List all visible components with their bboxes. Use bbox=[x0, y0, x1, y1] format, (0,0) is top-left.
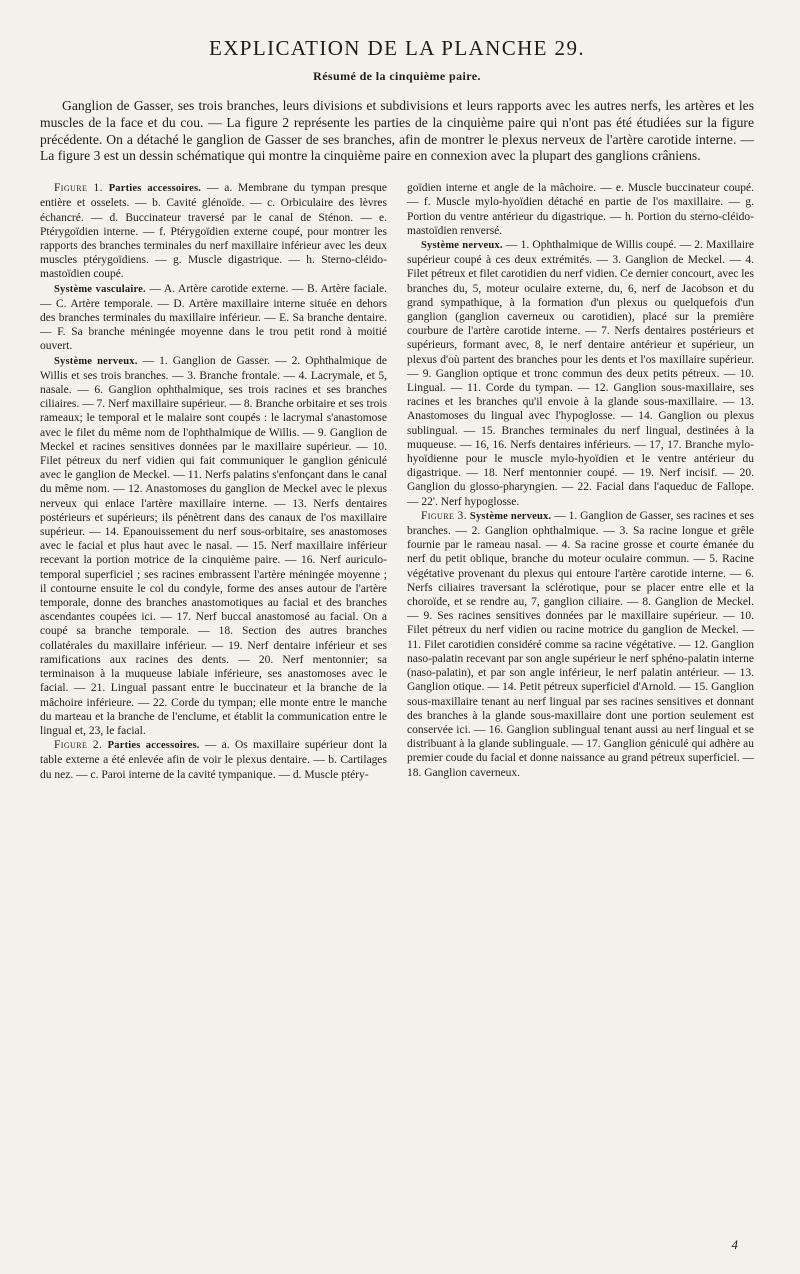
section-text: — a. Membrane du tympan presque entière et osselets. — b. Cavité glénoïde. — c. Orbiculaire des lèvres échancré. — d. Buccinateur traversé par le canal de Sténon. — e. Ptérygoïdien interne. — f. Ptérygoïdien externe coupé, pour montrer les rapports des branches terminales du nerf maxillaire inférieur avec les deux muscles ptérygoïdiens. — g. Muscle digastrique. — h. Sterno-cléido-mastoïdien coupé. bbox=[40, 182, 388, 281]
section-heading: Système vasculaire. bbox=[54, 283, 146, 295]
figure-2-accessory-parts-continued: goïdien interne et angle de la mâchoire. — e. Muscle buccinateur coupé. — f. Muscle mylo-hyoïdien détaché en partie de l'os maxillaire. — g. Portion du ventre antérieur du digastrique. — h. Portion du sterno-cléido-mastoïdien renversé. bbox=[407, 182, 754, 237]
intro-paragraph: Ganglion de Gasser, ses trois branches, leurs divisions et subdivisions et leurs rapports avec les autres nerfs, les artères et les muscles de la face et du cou. — La figure 2 représente les parties de la cinquième paire qui n'ont pas été étudiées sur la figure précédente. On a détaché le ganglion de Gasser de ses branches, afin de montrer le plexus nerveux de l'artère carotide interne. — La figure 3 est un dessin schématique qui montre la cinquième paire en connexion avec la plupart des ganglions crâniens. bbox=[40, 98, 754, 164]
figure-label: Figure 2. bbox=[54, 739, 103, 752]
section-text: — 1. Ophthalmique de Willis coupé. — 2. Maxillaire supérieur coupé à ces deux extrémités. — 3. Ganglion de Meckel. — 4. Filet pétreux et filet carotidien du nerf vidien. Ce dernier concourt, avec les branches du, 5, moteur oculaire externe, du, 6, nerf de Jacobson et du grand sympathique, à la formation d'un plexus ou quelquefois d'un ganglion (ganglion caverneux ou carotidien), placé sur la première courbure de l'artère carotide interne. — 7. Nerfs dentaires postérieurs et supérieurs, formant avec, 8, le nerf dentaire antérieur et supérieur, un plexus d'où partent des branches pour les dents et l'os maxillaire supérieur. — 9. Ganglion optique et tronc commun des deux petits pétreux. — 10. Lingual. — 11. Corde du tympan. — 12. Ganglion sous-maxillaire, ses racines et les branches qu'il envoie à la glande sous-maxillaire. — 13. Anastomoses du lingual avec l'hypoglosse. — 14. Ganglion ou plexus sublingual. — 15. Branches terminales du nerf lingual, destinées à la muqueuse. — 16, 16. Nerfs dentaires inférieurs. — 17, 17. Branche mylo-hyoïdienne pour le muscle mylo-hyoïdien et le ventre antérieur du digastrique. — 18. Nerf mentonnier coupé. — 19. Nerf incisif. — 20. Ganglion du glosso-pharyngien. — 22. Facial dans l'aqueduc de Fallope. — 22'. Nerf hypoglosse. bbox=[407, 239, 754, 508]
two-column-body bbox=[40, 181, 754, 782]
section-text: — 1. Ganglion de Gasser. — 2. Ophthalmique de Willis et ses trois branches. — 3. Branche frontale. — 4. Lacrymale, et 5, nasale. — 6. Ganglion ophthalmique, ses trois racines et ses branches ciliaires. — 7. Nerf maxillaire supérieur. — 8. Branche orbitaire et ses trois rameaux; le temporal et le malaire sont coupés : le lacrymal s'anastomose avec le filet du même nom de l'ophthalmique de Willis. — 9. Ganglion de Meckel et racines sensitives données par le maxillaire supérieur. — 10. Filet pétreux du nerf vidien qui fait communiquer le ganglion géniculé avec le ganglion de Meckel. — 11. Nerfs palatins s'enfonçant dans le canal du même nom. — 12. Anastomoses du ganglion de Meckel avec le plexus nerveux qui enlace l'artère maxillaire interne. — 13. Nerfs dentaires postérieurs et supérieurs; ils pénètrent dans des canaux de l'os maxillaire supérieur. — 14. Epanouissement du nerf sous-orbitaire, ses anastomoses avec le facial et plus haut avec le nasal. — 15. Nerf maxillaire inférieur recevant la portion motrice de la cinquième paire. — 16. Nerf auriculo-temporal superficiel ; ses racines embrassent l'artère méningée moyenne ; il contourne ensuite le col du condyle, forme des anses autour de l'artère temporale, donne des branches anastomotiques au facial et des branches ascendantes coupées ici. — 17. Nerf buccal anastomosé au facial. On a coupé sa branche temporale. — 18. Section des autres branches collatérales du maxillaire inférieur. — 19. Nerf dentaire inférieur et ses ramifications aux racines des dents. — 20. Nerf mentonnier; sa terminaison à la muqueuse labiale inférieure, ses anastomoses avec le facial. — 21. Lingual passant entre le buccinateur et la branche de la mâchoire inférieure. — 22. Corde du tympan; elle monte entre le manche du marteau et la branche de l'enclume, et établit la communication entre le lingual et, 23, le facial. bbox=[40, 354, 388, 737]
figure-label: Figure 1. bbox=[54, 182, 103, 195]
page-number: 4 bbox=[731, 1237, 738, 1252]
figure-1-nervous-system bbox=[40, 354, 387, 738]
section-heading: Système nerveux. bbox=[421, 240, 503, 251]
section-heading: Système nerveux. bbox=[469, 510, 552, 522]
figure-2-accessory-parts bbox=[40, 738, 387, 782]
section-text: — a. Os maxillaire supérieur dont la table externe a été enlevée afin de voir le plexus dentaire. — b. Cartilages du nez. — c. Paroi interne de la cavité tympanique. — d. Muscle ptéry- bbox=[40, 739, 388, 781]
left-column bbox=[40, 181, 387, 782]
section-heading: Parties accessoires. bbox=[108, 183, 202, 195]
right-column bbox=[407, 181, 754, 782]
figure-2-nervous-system bbox=[407, 238, 754, 509]
page-title: EXPLICATION DE LA PLANCHE 29. bbox=[208, 36, 585, 60]
figure-3-nervous-system bbox=[407, 509, 754, 780]
section-heading: Parties accessoires. bbox=[107, 740, 200, 752]
page-subtitle: Résumé de la cinquième paire. bbox=[313, 69, 481, 83]
section-text: — A. Artère carotide externe. — B. Artère faciale. — C. Artère temporale. — D. Artère maxillaire interne située en dehors des branches terminales du maxillaire inférieur. — E. Sa branche dentaire. — F. Sa branche méningée moyenne dans le trou petit rond à moitié ouvert. bbox=[40, 282, 387, 353]
section-text: — 1. Ganglion de Gasser, ses racines et ses branches. — 2. Ganglion ophthalmique. — 3. Sa racine longue et grêle fournie par le rameau nasal. — 4. Sa racine grosse et courte émanée du nerf du petit oblique, branche du moteur oculaire commun. — 5. Racine végétative provenant du plexus qui entoure l'artère carotide interne. — 6. Nerfs ciliaires traversant la sclérotique, pour se placer entre elle et la choroïde, et se rendre au, 7, ganglion ciliaire. — 8. Ganglion de Meckel. — 9. Ses racines sensitives données par le maxillaire supérieur. — 10. Filet pétreux du nerf vidien ou racine motrice du ganglion de Meckel. — 11. Filet carotidien considéré comme sa racine végétative. — 12. Ganglion naso-palatin recevant par son angle supérieur le nerf sphéno-palatin interne (naso-palatin), et par son angle inférieur, le nerf palatin antérieur. — 13. Ganglion otique. — 14. Petit pétreux superficiel d'Arnold. — 15. Ganglion sous-maxillaire tenant au nerf lingual par ses racines sensitives et donnant des branches à la glande sous-maxillaire dont une portion seulement est conservée ici. — 16. Ganglion sublingual tenant aussi au nerf lingual et se distribuant à la glande sublinguale. — 17. Ganglion géniculé qui adhère au premier coude du facial et donne naissance au grand pétreux superficiel. — 18. Ganglion caverneux. bbox=[407, 509, 755, 779]
figure-1-accessory-parts bbox=[40, 181, 387, 281]
figure-label: Figure 3. bbox=[421, 509, 467, 522]
figure-1-vascular-system bbox=[40, 282, 387, 354]
section-heading: Système nerveux. bbox=[54, 355, 138, 367]
